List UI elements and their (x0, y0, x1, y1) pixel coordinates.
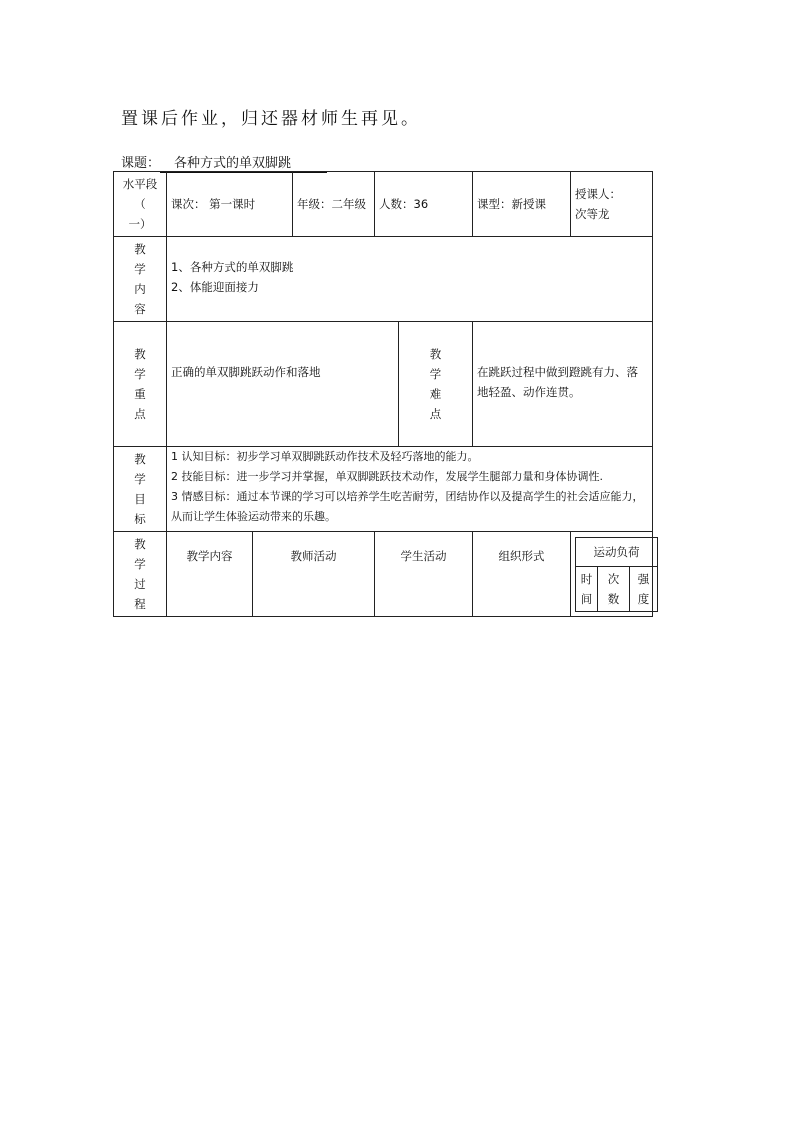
label-char: 教 (429, 347, 442, 361)
course-title (121, 152, 327, 173)
load-cell (571, 532, 653, 617)
load-label: 运动负荷 (576, 537, 658, 566)
level-text: 水平段 (122, 177, 158, 191)
process-row (114, 532, 653, 617)
teacher-cell (571, 172, 653, 237)
label-char: 过 (134, 577, 146, 591)
label-char: 程 (134, 597, 146, 611)
label-char: 学 (134, 472, 146, 486)
type-cell: 课型：新授课 (473, 172, 571, 237)
label-char: 教 (134, 537, 146, 551)
teacher-label: 授课人： (575, 187, 622, 201)
content-item: 2、体能迎面接力 (171, 280, 259, 294)
load-table (575, 537, 658, 612)
focus-text: 正确的单双脚跳跃动作和落地 (167, 322, 399, 447)
goals-row (114, 447, 653, 532)
teacher-name: 次等龙 (575, 207, 610, 221)
label-char: 教 (134, 242, 146, 256)
content-row (114, 237, 653, 322)
load-intensity (630, 566, 658, 611)
label-char: 学 (134, 557, 146, 571)
header-row (114, 172, 653, 237)
label-char: 点 (134, 407, 146, 421)
label-char: 教 (134, 347, 146, 361)
content-items (167, 237, 653, 322)
count-cell: 人数：36 (375, 172, 473, 237)
label-char: 数 (607, 591, 620, 606)
label-char: 间 (580, 591, 593, 606)
col-student: 学生活动 (375, 532, 473, 617)
level-text: （ (134, 197, 146, 211)
grade-cell: 年级：二年级 (293, 172, 375, 237)
level-cell (114, 172, 167, 237)
col-organization: 组织形式 (473, 532, 571, 617)
content-label (114, 237, 167, 322)
label-char: 时 (580, 571, 593, 586)
difficulty-label (399, 322, 473, 447)
label-char: 点 (429, 407, 442, 421)
label-char: 标 (134, 512, 146, 526)
lead-text: 置课后作业，归还器材师生再见。 (121, 109, 421, 129)
focus-label (114, 322, 167, 447)
goal-item: 1 认知目标：初步学习单双脚跳跃动作技术及轻巧落地的能力。 (171, 450, 479, 463)
course-label: 课题： (121, 156, 161, 171)
focus-row (114, 322, 653, 447)
col-teacher: 教师活动 (253, 532, 375, 617)
label-char: 容 (134, 302, 146, 316)
label-char: 强 (637, 571, 650, 586)
lesson-plan-table (113, 171, 653, 617)
goals-label (114, 447, 167, 532)
label-char: 学 (134, 367, 146, 381)
label-char: 教 (134, 452, 146, 466)
difficulty-text: 在跳跃过程中做到蹬跳有力、落地轻盈、动作连贯。 (473, 322, 653, 447)
col-content: 教学内容 (167, 532, 253, 617)
load-count (598, 566, 630, 611)
label-char: 度 (637, 591, 650, 606)
content-item: 1、各种方式的单双脚跳 (171, 260, 294, 274)
label-char: 学 (134, 262, 146, 276)
goals-items (167, 447, 653, 532)
label-char: 重 (134, 387, 146, 401)
goal-item: 2 技能目标：进一步学习并掌握，单双脚跳跃技术动作，发展学生腿部力量和身体协调性. (171, 470, 603, 483)
goal-item: 3 情感目标：通过本节课的学习可以培养学生吃苦耐劳，团结协作以及提高学生的社会适应能力，从而让学生体验运动带来的乐趣。 (171, 490, 644, 523)
label-char: 目 (134, 492, 146, 506)
load-time (576, 566, 598, 611)
label-char: 难 (429, 387, 442, 401)
level-text: 一） (128, 217, 152, 231)
process-label (114, 532, 167, 617)
label-char: 内 (134, 282, 146, 296)
course-value: 各种方式的单双脚跳 (160, 156, 327, 173)
label-char: 学 (429, 367, 442, 381)
lesson-cell: 课次： 第一课时 (167, 172, 293, 237)
label-char: 次 (607, 571, 620, 586)
